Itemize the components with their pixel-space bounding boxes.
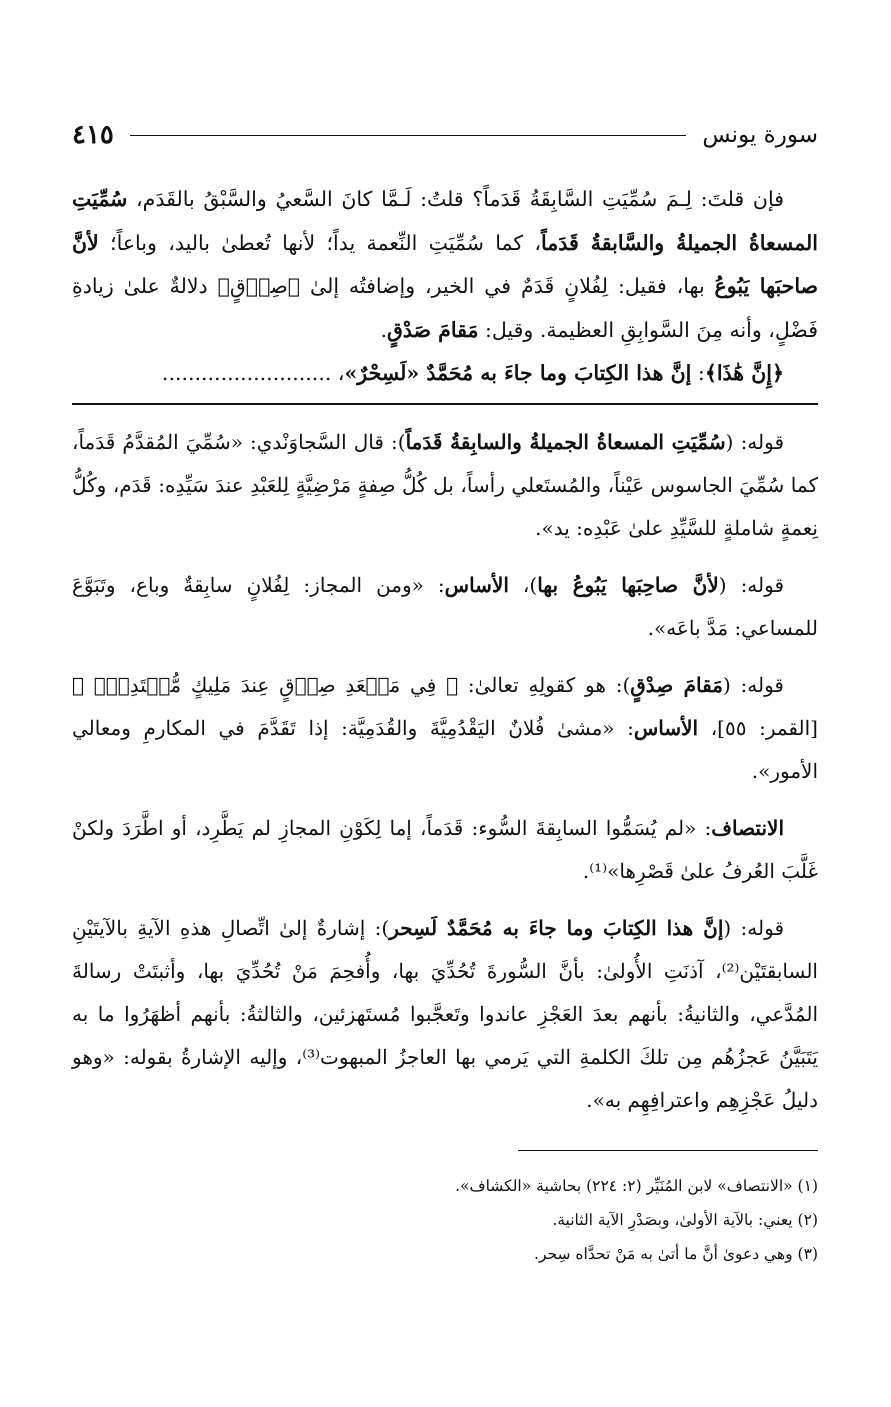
section-divider: [72, 403, 818, 405]
commentary: [72, 421, 818, 1122]
page: [72, 112, 818, 1271]
text-run: فإن قلتَ: لِـمَ سُمِّيَتِ السَّابِقَةُ قَدَماً؟ قلتُ: لَـمَّا كانَ السَّعيُ والسَّبْقُ بالقَدَم،: [127, 187, 784, 211]
footnote: (٢) يعني: بالآية الأولىٰ، وبصَدْرِ الآية الثانية.: [552, 1211, 818, 1229]
bold-run: الانتصاف: [711, 816, 784, 840]
bold-run: إنَّ هذا الكِتابَ وما جاءَ به مُحَمَّدٌ «لَسِحْرٌ»: [344, 361, 692, 385]
bold-run: لأنَّ صاحِبَها يَبُوعُ بها: [537, 573, 719, 597]
page-number: ٤١٥: [72, 120, 114, 150]
commentary-paragraph: [72, 664, 818, 793]
text-run: قوله: (: [725, 430, 785, 454]
bold-run: مَقامَ صِدْقٍ: [630, 673, 723, 697]
text-run: ): قال السَّجاوَنْدي: «سُمِّيَ المُقدَّمُ قَدَماً، كما سُمِّيَ الجاسوس عَيْناً، والمُستَعلي رأساً، بل كُلُّ صِفةٍ مَرْضِيَّةٍ لِلعَبْدِ عندَ سَيِّدِه: قَدَم، وكُلُّ نِعمةٍ شاملةٍ للسَّيِّدِ علىٰ عَبْدِه: يد».: [72, 430, 818, 540]
commentary-paragraph: [72, 907, 818, 1122]
text-run: :: [691, 361, 705, 385]
text-run: قوله: (: [723, 916, 785, 940]
bold-run: إنَّ هذا الكِتابَ وما جاءَ به مُحَمَّدٌ لَسِحر: [389, 916, 724, 940]
text-run: )،: [508, 573, 538, 597]
footnotes: [72, 1169, 818, 1271]
bold-run: سُمِّيَتِ المسعاةُ الجميلةُ والسابِقةُ قَدَماً: [405, 430, 726, 454]
footnote: (١) «الانتصاف» لابن المُنَيِّر (٢: ٢٢٤) بحاشية «الكشاف».: [455, 1177, 818, 1195]
text-run: : «ومن المجاز: لِفُلانٍ سابِقةٌ وباع، وتَبَوَّعَ للمساعي: مَدَّ باعَه».: [72, 573, 818, 640]
page-header: [72, 112, 818, 158]
text-run: : «لم يُسَمُّوا السابِقةَ السُّوء: قَدَماً، إما لِكَوْنِ المجازِ لم يَطَّرِد، أو اطَّرَدَ ولكنْ غَلَّبَ العُرفُ علىٰ قَصْرِها»⁽¹⁾.: [72, 816, 818, 883]
header-rule: [130, 135, 686, 136]
text-run: ، ..........................: [161, 361, 345, 385]
verse-line: [72, 352, 818, 395]
footnote: (٣) وهي دعوىٰ أنَّ ما أتىٰ به مَنْ تحدَّاه سِحر.: [534, 1245, 818, 1263]
text-run: ): هو كقولِهِ تعالىٰ: ﴿ فِي مَقۡعَدِ صِدۡقٍ عِندَ مَلِيكٍ مُّقۡتَدِرِۭ ﴾ [القمر: ٥٥]،: [72, 673, 818, 740]
text-run: بها، فقيل: لِفُلانٍ قَدَمٌ في الخير، وإضافتُه إلىٰ ﴿صِدۡقٍ﴾ دلالةٌ علىٰ زيادةِ فَضْلٍ، وأنه مِنَ السَّوابِقِ العظيمة. وقيل:: [72, 274, 818, 342]
surah-name: سورة يونس: [702, 122, 818, 148]
text-run: : «مشىٰ فُلانٌ اليَقْدُمِيَّةَ والقُدَمِيَّة: إذا تَقَدَّمَ في المكارمِ ومعالي الأمور».: [72, 716, 818, 783]
bold-run: سُمِّيَتِ المسعاةُ الجميلةُ والسَّابقةُ قَدَماً: [72, 187, 818, 255]
text-run: ، كما سُمِّيَتِ النِّعمة يداً؛ لأنها تُعطىٰ باليد، وباعاً؛: [98, 230, 542, 255]
bold-run: الأساس: [633, 716, 699, 740]
text-run: قوله: (: [718, 573, 785, 597]
main-text: [72, 178, 818, 352]
commentary-paragraph: [72, 564, 818, 650]
commentary-paragraph: [72, 807, 818, 893]
bold-run: مَقامَ صَدْقٍ: [386, 317, 479, 342]
text-run: قوله: (: [722, 673, 784, 697]
commentary-paragraph: [72, 421, 818, 550]
quran-quote: ﴿إِنَّ هَٰذَا﴾: [704, 361, 784, 385]
text-run: ): إشارةٌ إلىٰ اتِّصالِ هذهِ الآيةِ بالآيتَيْنِ السابقتَيْن⁽²⁾، آذنَتِ الأُولىٰ: بأنَّ السُّورةَ تُحُدِّيَ بها، وأُفحِمَ مَنْ تُحُدِّيَ بها، وأثبتَتْ رسالةَ المُدَّعي، والثانيةُ: بأنهم بعدَ العَجْزِ عاندوا وتَعجَّبوا مُستَهزئين، والثالثةُ: بأنهم أظهَرُوا ما به يَتَبَيَّنُ عَجزُهُم مِن تلكَ الكلمةِ التي يَرمي بها العاجزُ المبهوت⁽³⁾، وإليه الإشارةُ بقوله: «وهو دليلُ عَجْزِهِم واعترافِهِم به».: [72, 916, 818, 1112]
text-run: .: [380, 317, 387, 342]
footnote-divider: [518, 1150, 818, 1151]
bold-run: لأنَّ صاحبَها يَبُوعُ: [72, 230, 818, 298]
main-paragraph: [72, 178, 818, 352]
bold-run: الأساس: [444, 573, 509, 597]
